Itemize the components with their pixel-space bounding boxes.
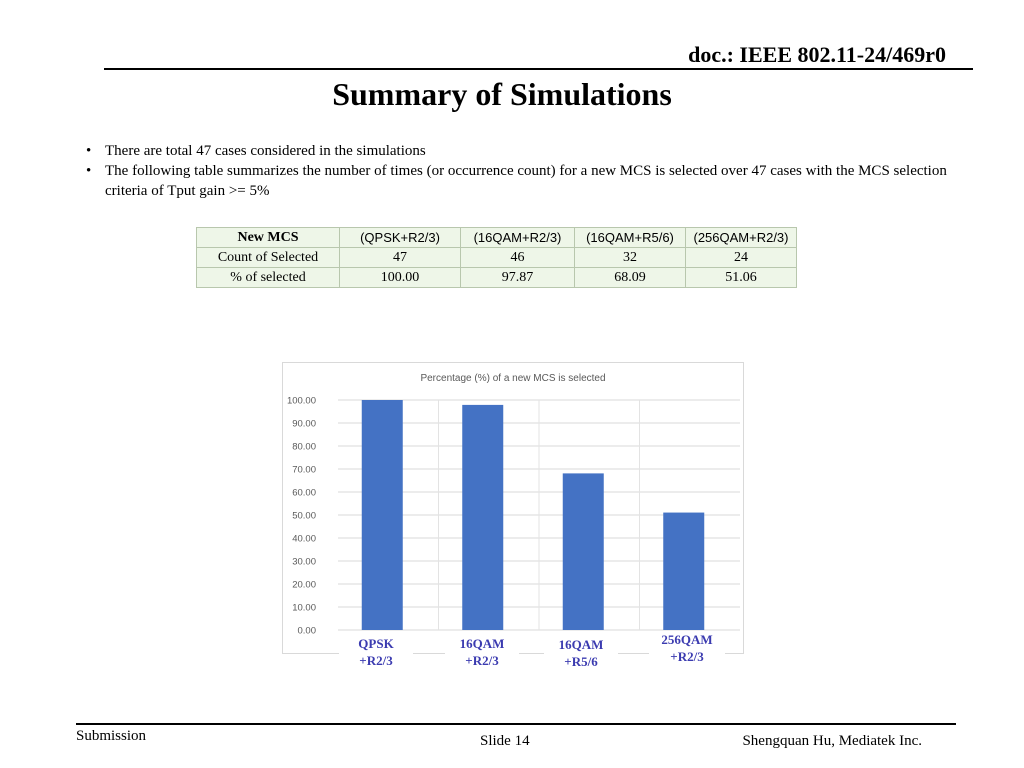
table-header-cell: (16QAM+R5/6) <box>575 228 686 248</box>
table-cell: 100.00 <box>340 268 461 288</box>
mcs-table <box>196 227 797 288</box>
bar <box>462 405 503 630</box>
table-cell: 97.87 <box>461 268 575 288</box>
x-tick-label-line: QPSK <box>358 636 394 651</box>
table-cell: 51.06 <box>686 268 797 288</box>
x-tick-label-line: 16QAM <box>459 636 505 651</box>
x-tick-label-line: 16QAM <box>558 637 604 652</box>
bullet-item <box>86 161 976 201</box>
bar <box>663 513 704 630</box>
x-tick-label-line: +R2/3 <box>465 653 499 668</box>
bar-chart <box>282 362 744 654</box>
x-tick-label <box>649 631 725 665</box>
table-row <box>197 268 797 288</box>
y-tick-label: 10.00 <box>292 602 316 614</box>
table-row <box>197 248 797 268</box>
table-cell: 47 <box>340 248 461 268</box>
table-header-label: New MCS <box>197 228 340 248</box>
y-tick-label: 20.00 <box>292 579 316 591</box>
bar <box>563 473 604 630</box>
x-tick-label-line: +R5/6 <box>564 654 598 669</box>
footer-left: Submission <box>76 728 147 744</box>
y-tick-label: 60.00 <box>292 487 316 499</box>
doc-id: doc.: IEEE 802.11-24/469r0 <box>688 42 946 67</box>
bullet-marker: • <box>86 143 92 159</box>
footer-slide-number: Slide 14 <box>480 733 530 749</box>
table-cell: 68.09 <box>575 268 686 288</box>
y-tick-label: 30.00 <box>292 556 316 568</box>
y-tick-label: 100.00 <box>286 395 316 407</box>
x-tick-label-line: 256QAM <box>661 632 713 647</box>
footer-author: Shengquan Hu, Mediatek Inc. <box>742 733 922 749</box>
bullet-text: The following table summarizes the number of times (or occurrence count) for a new MCS is selected over 47 cases with the MCS selection criteria of Tput gain >= 5% <box>105 163 947 199</box>
y-tick-label: 40.00 <box>292 533 316 545</box>
footer-rule <box>76 723 956 725</box>
chart-canvas <box>283 363 743 653</box>
table-header-cell: (16QAM+R2/3) <box>461 228 575 248</box>
table-header-cell: (QPSK+R2/3) <box>340 228 461 248</box>
x-tick-label <box>445 635 519 669</box>
header-rule <box>104 68 973 70</box>
table-cell: 32 <box>575 248 686 268</box>
table-header-row <box>197 228 797 248</box>
bullet-item <box>86 141 976 161</box>
bullet-marker: • <box>86 163 92 179</box>
bullet-text: There are total 47 cases considered in the simulations <box>105 143 426 159</box>
x-tick-label-line: +R2/3 <box>670 649 704 664</box>
table-row-label: Count of Selected <box>197 248 340 268</box>
table-cell: 46 <box>461 248 575 268</box>
y-tick-label: 70.00 <box>292 464 316 476</box>
bar <box>362 400 403 630</box>
table-cell: 24 <box>686 248 797 268</box>
x-tick-label <box>544 636 618 670</box>
bullet-list <box>86 141 976 201</box>
chart-title: Percentage (%) of a new MCS is selected <box>420 373 606 384</box>
table-row-label: % of selected <box>197 268 340 288</box>
x-tick-label-line: +R2/3 <box>359 653 393 668</box>
y-tick-label: 80.00 <box>292 441 316 453</box>
x-tick-label <box>339 635 413 669</box>
y-tick-label: 0.00 <box>297 625 316 637</box>
slide-title: Summary of Simulations <box>332 76 672 112</box>
table-header-cell: (256QAM+R2/3) <box>686 228 797 248</box>
y-tick-label: 50.00 <box>292 510 316 522</box>
y-tick-label: 90.00 <box>292 418 316 430</box>
